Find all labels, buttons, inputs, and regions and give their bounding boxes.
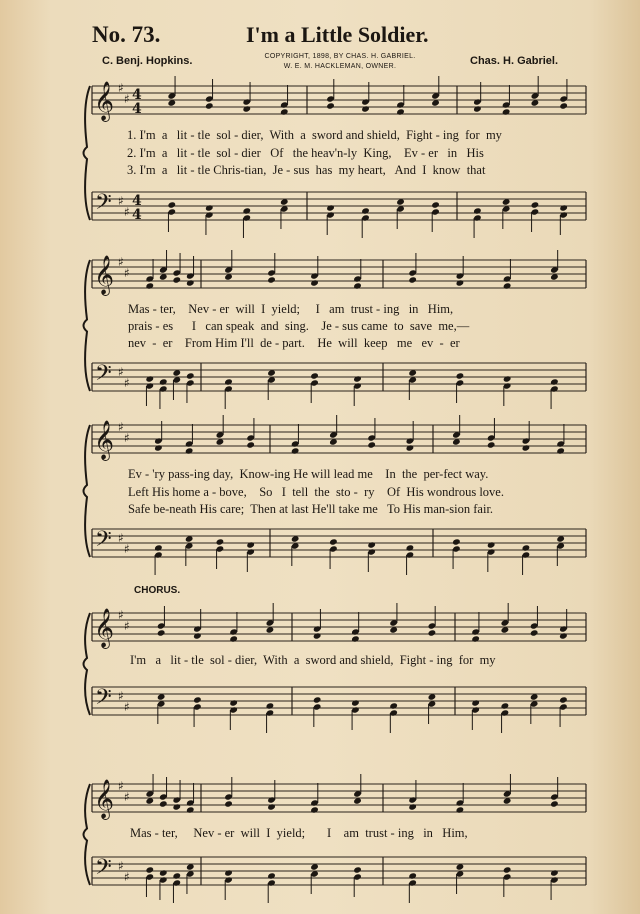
note-head (408, 276, 417, 283)
note-head (351, 699, 360, 706)
lyric-line: Ev - 'ry pass-ing day, Know-ing He will lead me In the per-fect way. (128, 467, 489, 481)
note-head (216, 538, 225, 545)
note-head (559, 204, 568, 211)
sharp-icon: ♯ (118, 420, 124, 434)
note-head (487, 441, 496, 448)
lyric-line: I'm a lit - tle sol - dier, With a sword and shield, Fight - ing for my (130, 653, 496, 667)
note-head (224, 378, 233, 385)
time-signature: 4 (132, 87, 142, 103)
lyric-line: 3. I'm a lit - tle Chris-tian, Je - sus has my heart, And I know that (127, 163, 486, 177)
bass-clef-icon: 𝄢 (95, 855, 112, 885)
note-head (559, 632, 568, 639)
note-head (145, 375, 154, 382)
bass-clef-icon: 𝄢 (95, 685, 112, 715)
note-head (456, 372, 465, 379)
brace (84, 425, 91, 557)
note-head (408, 872, 417, 879)
note-head (503, 282, 512, 289)
lyric-line: Mas - ter, Nev - er will I yield; I am trust - ing in Him, (128, 302, 454, 316)
note-head (159, 800, 168, 807)
note-head (396, 108, 405, 115)
brace (84, 260, 91, 391)
sharp-icon: ♯ (118, 608, 124, 622)
note-head (456, 279, 465, 286)
treble-clef-icon: 𝄞 (94, 81, 115, 121)
sharp-icon: ♯ (118, 859, 124, 873)
treble-clef-icon: 𝄞 (94, 255, 115, 295)
note-head (452, 538, 461, 545)
sharp-icon: ♯ (124, 700, 130, 714)
time-signature: 4 (132, 101, 142, 117)
note-head (266, 702, 275, 709)
note-head (501, 702, 510, 709)
sharp-icon: ♯ (124, 376, 130, 390)
note-head (242, 207, 251, 214)
note-head (530, 629, 539, 636)
note-head (157, 629, 166, 636)
lyric-line: Mas - ter, Nev - er will I yield; I am trust - ing in Him, (130, 826, 468, 840)
note-head (145, 282, 154, 289)
note-head (205, 204, 214, 211)
note-head (159, 378, 168, 385)
bass-clef-icon: 𝄢 (95, 361, 112, 391)
brace (84, 784, 91, 885)
note-head (291, 447, 300, 454)
note-head (406, 544, 415, 551)
note-head (550, 800, 559, 807)
note-head (361, 207, 370, 214)
note-head (556, 447, 565, 454)
hymn-number: No. 73. (92, 22, 161, 47)
sharp-icon: ♯ (118, 689, 124, 703)
note-head (172, 276, 181, 283)
note-head (313, 632, 322, 639)
note-head (159, 869, 168, 876)
lyric-line: nev - er From Him I'll de - part. He will keep me ev - er (128, 336, 460, 350)
note-head (550, 869, 559, 876)
note-head (310, 279, 319, 286)
lyric-line: 2. I'm a lit - tle sol - dier Of the heav'n-ly King, Ev - er in His (127, 146, 484, 160)
sharp-icon: ♯ (118, 365, 124, 379)
note-head (267, 872, 276, 879)
note-head (224, 869, 233, 876)
note-head (559, 102, 568, 109)
note-head (361, 105, 370, 112)
sharp-icon: ♯ (124, 92, 130, 106)
note-head (326, 204, 335, 211)
sharp-icon: ♯ (124, 205, 130, 219)
lyric-line: Safe be-neath His care; Then at last He'll take me To His man-sion fair. (128, 502, 494, 516)
note-head (351, 635, 360, 642)
note-head (473, 207, 482, 214)
note-head (406, 444, 415, 451)
note-head (431, 201, 440, 208)
sharp-icon: ♯ (124, 266, 130, 280)
note-head (550, 378, 559, 385)
note-head (267, 276, 276, 283)
note-head (353, 375, 362, 382)
bass-clef-icon: 𝄢 (95, 190, 112, 220)
note-head (154, 444, 163, 451)
composer: Chas. H. Gabriel. (470, 55, 559, 67)
note-head (471, 635, 480, 642)
note-head (145, 866, 154, 873)
note-head (313, 696, 322, 703)
note-head (224, 800, 233, 807)
note-head (246, 441, 255, 448)
note-head (522, 544, 531, 551)
note-head (310, 372, 319, 379)
treble-clef-icon: 𝄞 (94, 608, 115, 648)
note-head (522, 444, 531, 451)
treble-clef-icon: 𝄞 (94, 779, 115, 819)
note-head (186, 372, 195, 379)
chorus-label: CHORUS. (134, 585, 181, 596)
note-head (229, 699, 238, 706)
note-head (559, 696, 568, 703)
time-signature: 4 (132, 207, 142, 223)
sharp-icon: ♯ (118, 194, 124, 208)
note-head (172, 872, 181, 879)
note-head (310, 806, 319, 813)
note-head (367, 541, 376, 548)
note-head (503, 866, 512, 873)
note-head (242, 105, 251, 112)
note-head (408, 803, 417, 810)
note-head (531, 201, 540, 208)
sharp-icon: ♯ (124, 542, 130, 556)
time-signature: 4 (132, 193, 142, 209)
note-head (367, 441, 376, 448)
copyright-line-1: COPYRIGHT, 1898, BY CHAS. H. GABRIEL. (264, 53, 416, 60)
note-head (456, 806, 465, 813)
note-head (186, 279, 195, 286)
note-head (503, 375, 512, 382)
note-head (471, 699, 480, 706)
note-head (246, 541, 255, 548)
copyright-line-2: W. E. M. HACKLEMAN, OWNER. (283, 63, 397, 70)
note-head (428, 629, 437, 636)
note-head (389, 702, 398, 709)
note-head (229, 635, 238, 642)
note-head (205, 102, 214, 109)
sharp-icon: ♯ (124, 870, 130, 884)
note-head (487, 541, 496, 548)
note-head (353, 866, 362, 873)
sharp-icon: ♯ (118, 81, 124, 95)
note-head (267, 803, 276, 810)
hymn-title: I'm a Little Soldier. (246, 22, 429, 47)
note-head (154, 544, 163, 551)
lyricist: C. Benj. Hopkins. (102, 55, 193, 67)
note-head (326, 102, 335, 109)
brace (84, 613, 91, 715)
treble-clef-icon: 𝄞 (94, 420, 115, 460)
note-head (172, 803, 181, 810)
note-head (186, 806, 195, 813)
note-head (502, 108, 511, 115)
lyric-line: Left His home a - bove, So I tell the sto - ry Of His wondrous love. (128, 485, 504, 499)
sharp-icon: ♯ (124, 431, 130, 445)
note-head (353, 282, 362, 289)
sharp-icon: ♯ (118, 255, 124, 269)
note-head (167, 201, 176, 208)
sharp-icon: ♯ (124, 619, 130, 633)
note-head (193, 696, 202, 703)
note-head (329, 538, 338, 545)
lyric-line: 1. I'm a lit - tle sol - dier, With a sword and shield, Fight - ing for my (127, 128, 502, 142)
note-head (473, 105, 482, 112)
sharp-icon: ♯ (118, 779, 124, 793)
sharp-icon: ♯ (124, 790, 130, 804)
note-head (185, 447, 194, 454)
brace (84, 86, 91, 220)
sharp-icon: ♯ (118, 531, 124, 545)
lyric-line: prais - es I can speak and sing. Je - sus came to save me,— (128, 319, 470, 333)
note-head (193, 632, 202, 639)
bass-clef-icon: 𝄢 (95, 527, 112, 557)
note-head (280, 108, 289, 115)
